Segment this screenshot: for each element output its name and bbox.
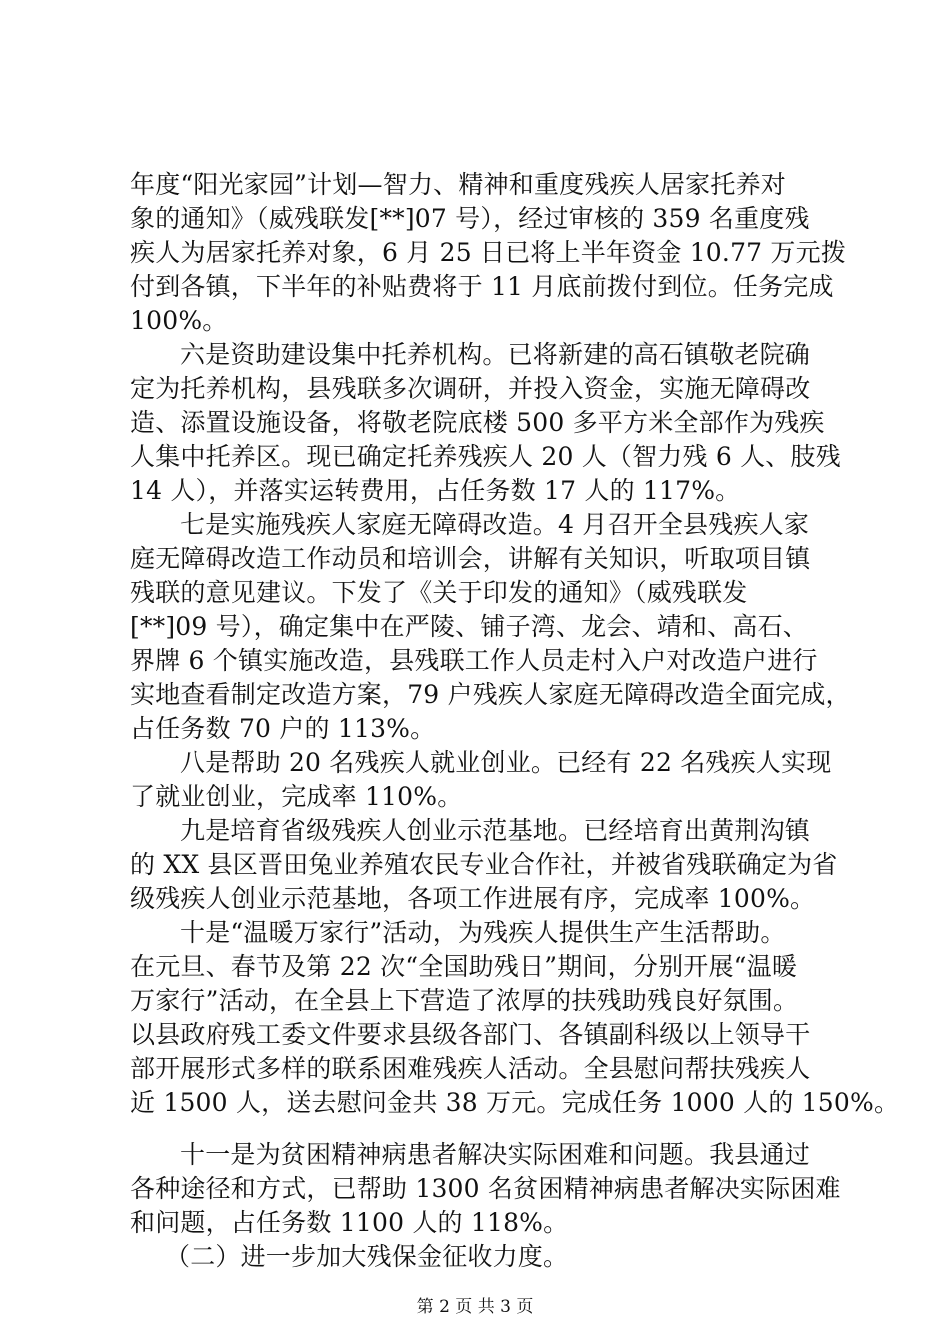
text-line: 级残疾人创业示范基地，各项工作进展有序，完成率 100%。 xyxy=(130,884,816,913)
text-line: 各种途径和方式，已帮助 1300 名贫困精神病患者解决实际困难 xyxy=(130,1174,841,1203)
text-line: 残联的意见建议。下发了《关于印发的通知》（威残联发 xyxy=(130,578,748,607)
text-line: 14 人），并落实运转费用，占任务数 17 人的 117%。 xyxy=(130,476,741,505)
text-line: 十是“温暖万家行”活动，为残疾人提供生产生活帮助。 xyxy=(180,918,786,947)
text-line: 年度“阳光家园”计划—智力、精神和重度残疾人居家托养对 xyxy=(130,170,786,199)
text-line: 占任务数 70 户的 113%。 xyxy=(130,714,436,743)
text-line: 的 XX 县区晋田兔业养殖农民专业合作社，并被省残联确定为省 xyxy=(130,850,838,879)
text-line: 以县政府残工委文件要求县级各部门、各镇副科级以上领导干 xyxy=(130,1020,811,1049)
text-line: 和问题，占任务数 1100 人的 118%。 xyxy=(130,1208,569,1237)
text-line: 八是帮助 20 名残疾人就业创业。已经有 22 名残疾人实现 xyxy=(180,748,832,777)
text-line: 象的通知》（威残联发[**]07 号），经过审核的 359 名重度残 xyxy=(130,204,810,233)
text-line: 疾人为居家托养对象，6 月 25 日已将上半年资金 10.77 万元拨 xyxy=(130,238,847,267)
text-line: 定为托养机构，县残联多次调研，并投入资金，实施无障碍改 xyxy=(130,374,811,403)
text-line: 七是实施残疾人家庭无障碍改造。4 月召开全县残疾人家 xyxy=(180,510,810,539)
text-line: 庭无障碍改造工作动员和培训会，讲解有关知识，听取项目镇 xyxy=(130,544,811,573)
text-line: 部开展形式多样的联系困难残疾人活动。全县慰问帮扶残疾人 xyxy=(130,1054,811,1083)
text-line: 在元旦、春节及第 22 次“全国助残日”期间，分别开展“温暖 xyxy=(130,952,798,981)
text-line: 100%。 xyxy=(130,306,228,335)
text-line: 万家行”活动，在全县上下营造了浓厚的扶残助残良好氛围。 xyxy=(130,986,799,1015)
text-line: 造、添置设施设备，将敬老院底楼 500 多平方米全部作为残疾 xyxy=(130,408,825,437)
text-line: 十一是为贫困精神病患者解决实际困难和问题。我县通过 xyxy=(180,1140,811,1169)
text-line: [**]09 号），确定集中在严陵、铺子湾、龙会、靖和、高石、 xyxy=(130,612,808,641)
section-heading: （二）进一步加大残保金征收力度。 xyxy=(165,1242,569,1271)
text-line: 了就业创业，完成率 110%。 xyxy=(130,782,463,811)
text-line: 人集中托养区。现已确定托养残疾人 20 人（智力残 6 人、肢残 xyxy=(130,442,841,471)
text-line: 九是培育省级残疾人创业示范基地。已经培育出黄荆沟镇 xyxy=(180,816,811,845)
text-line: 近 1500 人，送去慰问金共 38 万元。完成任务 1000 人的 150%。 xyxy=(130,1088,900,1117)
text-line: 六是资助建设集中托养机构。已将新建的高石镇敬老院确 xyxy=(180,340,811,369)
text-line: 界牌 6 个镇实施改造，县残联工作人员走村入户对改造户进行 xyxy=(130,646,818,675)
text-line: 付到各镇，下半年的补贴费将于 11 月底前拨付到位。任务完成 xyxy=(130,272,834,301)
page-number-footer: 第 2 页 共 3 页 xyxy=(416,1297,534,1317)
text-line: 实地查看制定改造方案，79 户残疾人家庭无障碍改造全面完成， xyxy=(130,680,851,709)
